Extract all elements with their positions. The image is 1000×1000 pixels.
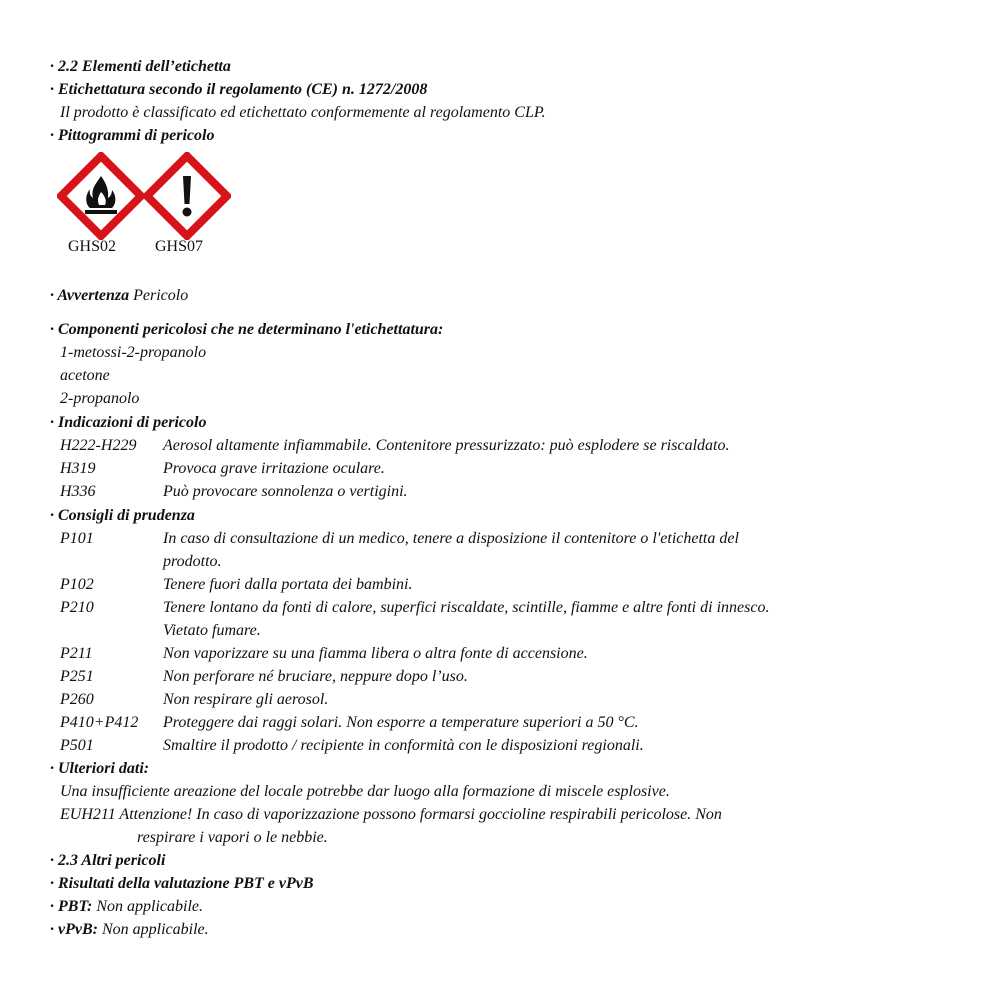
precaution-code: P101	[60, 530, 94, 547]
component-item: 2-propanolo	[60, 390, 140, 407]
precaution-text: Smaltire il prodotto / recipiente in conformità con le disposizioni regionali.	[163, 737, 644, 754]
precaution-code: P501	[60, 737, 94, 754]
exclamation-icon	[143, 152, 231, 240]
precaution-text: Non perforare né bruciare, neppure dopo l’uso.	[163, 668, 468, 685]
section-heading-2-3: · 2.3 Altri pericoli	[50, 852, 166, 869]
section-heading-2-2: · 2.2 Elementi dell’etichetta	[50, 58, 231, 75]
hazard-text: Aerosol altamente infiammabile. Contenitore pressurizzato: può esplodere se riscaldato.	[163, 437, 730, 454]
pictograms-heading: · Pittogrammi di pericolo	[50, 127, 215, 144]
precaution-text: Non respirare gli aerosol.	[163, 691, 329, 708]
regulation-text: Il prodotto è classificato ed etichettato conformemente al regolamento CLP.	[60, 104, 546, 121]
precaution-text: Tenere fuori dalla portata dei bambini.	[163, 576, 413, 593]
precaution-code: P410+P412	[60, 714, 139, 731]
hazard-text: Può provocare sonnolenza o vertigini.	[163, 483, 408, 500]
component-item: acetone	[60, 367, 110, 384]
pbt-label: · PBT:	[50, 898, 93, 915]
signal-word: Pericolo	[133, 287, 189, 304]
precaution-text: In caso di consultazione di un medico, tenere a disposizione il contenitore o l'etichetta del	[163, 530, 739, 547]
precaution-code: P260	[60, 691, 94, 708]
vpvb-row	[50, 919, 209, 941]
vpvb-value: Non applicabile.	[101, 921, 209, 938]
precaution-heading: · Consigli di prudenza	[50, 507, 195, 524]
hazard-code: H319	[60, 460, 96, 477]
further-data-heading: · Ulteriori dati:	[50, 760, 150, 777]
euh-text: Attenzione! In caso di vaporizzazione possono formarsi goccioline respirabili pericolose. Non	[119, 806, 722, 823]
component-item: 1-metossi-2-propanolo	[60, 344, 207, 361]
vpvb-label: · vPvB:	[50, 921, 98, 938]
regulation-heading: · Etichettatura secondo il regolamento (CE) n. 1272/2008	[50, 81, 428, 98]
pbt-assessment-heading: · Risultati della valutazione PBT e vPvB	[50, 875, 314, 892]
hazard-heading: · Indicazioni di pericolo	[50, 414, 207, 431]
pictogram-code-ghs02: GHS02	[68, 238, 117, 255]
signal-word-row	[50, 285, 188, 307]
hazard-text: Provoca grave irritazione oculare.	[163, 460, 385, 477]
flame-icon	[57, 152, 145, 240]
hazard-code: H336	[60, 483, 96, 500]
precaution-text-cont: prodotto.	[163, 553, 222, 570]
precaution-text: Tenere lontano da fonti di calore, superfici riscaldate, scintille, fiamme e altre fonti di innesco.	[163, 599, 770, 616]
signal-word-label: · Avvertenza	[50, 287, 130, 304]
euh-code: EUH211	[60, 806, 116, 823]
pbt-value: Non applicabile.	[96, 898, 204, 915]
further-data-text: Una insufficiente areazione del locale potrebbe dar luogo alla formazione di miscele esplosive.	[60, 783, 670, 800]
euh-statement	[60, 804, 722, 826]
pbt-row	[50, 896, 203, 918]
precaution-code: P211	[60, 645, 93, 662]
precaution-code: P210	[60, 599, 94, 616]
pictogram-code-ghs07: GHS07	[155, 238, 204, 255]
components-heading: · Componenti pericolosi che ne determinano l'etichettatura:	[50, 321, 444, 338]
precaution-text-cont: Vietato fumare.	[163, 622, 261, 639]
precaution-code: P251	[60, 668, 94, 685]
hazard-code: H222-H229	[60, 437, 137, 454]
precaution-text: Proteggere dai raggi solari. Non esporre a temperature superiori a 50 °C.	[163, 714, 639, 731]
precaution-text: Non vaporizzare su una fiamma libera o altra fonte di accensione.	[163, 645, 588, 662]
precaution-code: P102	[60, 576, 94, 593]
euh-text-cont: respirare i vapori o le nebbie.	[137, 829, 328, 846]
